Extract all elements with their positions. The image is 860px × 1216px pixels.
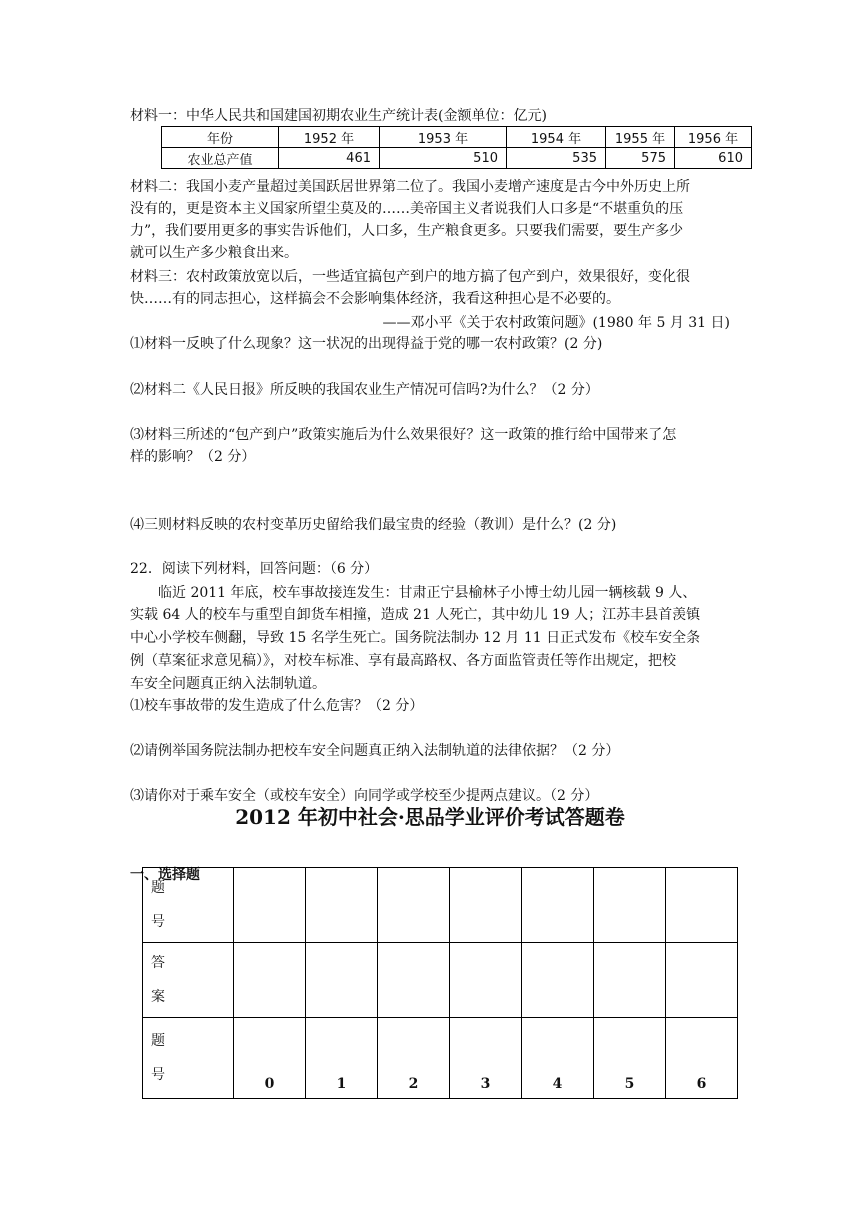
row-label-cell (143, 943, 234, 1018)
number-cell (666, 868, 738, 943)
answer-cell[interactable] (666, 943, 738, 1018)
material3-line: 快……有的同志担心，这样搞会不会影响集体经济，我看这种担心是不必要的。 (130, 291, 620, 307)
question-21-2: ⑵材料二《人民日报》所反映的我国农业生产情况可信吗?为什么？（2 分） (130, 382, 599, 398)
answer-cell[interactable] (234, 943, 306, 1018)
answer-cell[interactable] (450, 943, 522, 1018)
row-label-char: 答 (151, 955, 165, 971)
year-cell: 1955 年 (606, 127, 675, 148)
year-cell: 1952 年 (279, 127, 380, 148)
number-cell: 0 (234, 1018, 306, 1099)
table-row (143, 1018, 738, 1099)
number-cell (378, 868, 450, 943)
number-cell (594, 868, 666, 943)
row-label-char: 案 (151, 989, 165, 1005)
answer-cell[interactable] (522, 943, 594, 1018)
material1-title: 材料一：中华人民共和国建国初期农业生产统计表(金额单位：亿元) (130, 108, 547, 124)
value-cell: 610 (675, 148, 752, 169)
table-row (162, 148, 752, 169)
row-label: 年份 (162, 127, 279, 148)
q22-passage-line: 临近 2011 年底，校车事故接连发生：甘肃正宁县榆林子小博士幼儿园一辆核载 9 人、 (158, 585, 697, 601)
question-22-1: ⑴校车事故带的发生造成了什么危害？（2 分） (130, 698, 424, 714)
q22-passage-line: 车安全问题真正纳入法制轨道。 (130, 676, 326, 692)
question-22-heading: 22．阅读下列材料，回答问题：（6 分） (130, 561, 379, 577)
value-cell: 461 (279, 148, 380, 169)
table-row (143, 868, 738, 943)
question-21-4: ⑷三则材料反映的农村变革历史留给我们最宝贵的经验（教训）是什么？(2 分) (130, 517, 617, 533)
material2-line: 没有的，更是资本主义国家所望尘莫及的……美帝国主义者说我们人口多是“不堪重负的压 (130, 201, 684, 217)
question-22-3: ⑶请你对于乘车安全（或校车安全）向同学或学校至少提两点建议。（2 分） (130, 788, 599, 804)
number-cell: 1 (306, 1018, 378, 1099)
material3-line: 材料三：农村政策放宽以后，一些适宜搞包产到户的地方搞了包产到户，效果很好，变化很 (130, 269, 690, 285)
answer-cell[interactable] (594, 943, 666, 1018)
number-cell: 6 (666, 1018, 738, 1099)
table-row (162, 127, 752, 148)
number-cell (234, 868, 306, 943)
value-cell: 510 (380, 148, 507, 169)
row-label-char: 题 (151, 1033, 165, 1049)
row-label-char: 号 (151, 1067, 165, 1083)
value-cell: 535 (507, 148, 606, 169)
row-label-cell (143, 1018, 234, 1099)
question-21-3: ⑶材料三所述的“包产到户”政策实施后为什么效果很好？这一政策的推行给中国带来了怎 (130, 427, 677, 443)
material2-line: 材料二：我国小麦产量超过美国跃居世界第二位了。我国小麦增产速度是古今中外历史上所 (130, 179, 690, 195)
number-cell (522, 868, 594, 943)
answer-cell[interactable] (378, 943, 450, 1018)
table-row (143, 943, 738, 1018)
year-cell: 1954 年 (507, 127, 606, 148)
agri-stats-table (161, 126, 752, 169)
material2-line: 就可以生产多少粮食出来。 (130, 245, 298, 261)
value-cell: 575 (606, 148, 675, 169)
row-label-char: 题 (151, 880, 165, 896)
row-label-cell (143, 868, 234, 943)
question-21-3-cont: 样的影响？（2 分） (130, 449, 256, 465)
section-heading: 一、选择题 (130, 867, 200, 883)
material2-line: 力”，我们要用更多的事实告诉他们，人口多，生产粮食更多。只要我们需要，要生产多少 (130, 223, 684, 239)
question-22-2: ⑵请例举国务院法制办把校车安全问题真正纳入法制轨道的法律依据？（2 分） (130, 743, 620, 759)
answer-cell[interactable] (306, 943, 378, 1018)
question-21-1: ⑴材料一反映了什么现象？这一状况的出现得益于党的哪一农村政策？(2 分) (130, 336, 603, 352)
answer-table (142, 867, 738, 1099)
number-cell (306, 868, 378, 943)
year-cell: 1956 年 (675, 127, 752, 148)
material3-source: ——邓小平《关于农村政策问题》(1980 年 5 月 31 日) (382, 315, 730, 331)
q22-passage-line: 例（草案征求意见稿）》，对校车标准、享有最高路权、各方面监管责任等作出规定，把校 (130, 653, 676, 669)
q22-passage-line: 中心小学校车侧翻，导致 15 名学生死亡。国务院法制办 12 月 11 日正式发布《校车安全条 (130, 630, 701, 646)
q22-passage-line: 实载 64 人的校车与重型自卸货车相撞，造成 21 人死亡，其中幼儿 19 人；江苏丰县首羡镇 (130, 607, 701, 623)
number-cell (450, 868, 522, 943)
answer-sheet-title: 2012 年初中社会·思品学业评价考试答题卷 (235, 805, 625, 829)
number-cell: 4 (522, 1018, 594, 1099)
number-cell: 5 (594, 1018, 666, 1099)
number-cell: 3 (450, 1018, 522, 1099)
row-label: 农业总产值 (162, 148, 279, 169)
number-cell: 2 (378, 1018, 450, 1099)
row-label-char: 号 (151, 914, 165, 930)
year-cell: 1953 年 (380, 127, 507, 148)
